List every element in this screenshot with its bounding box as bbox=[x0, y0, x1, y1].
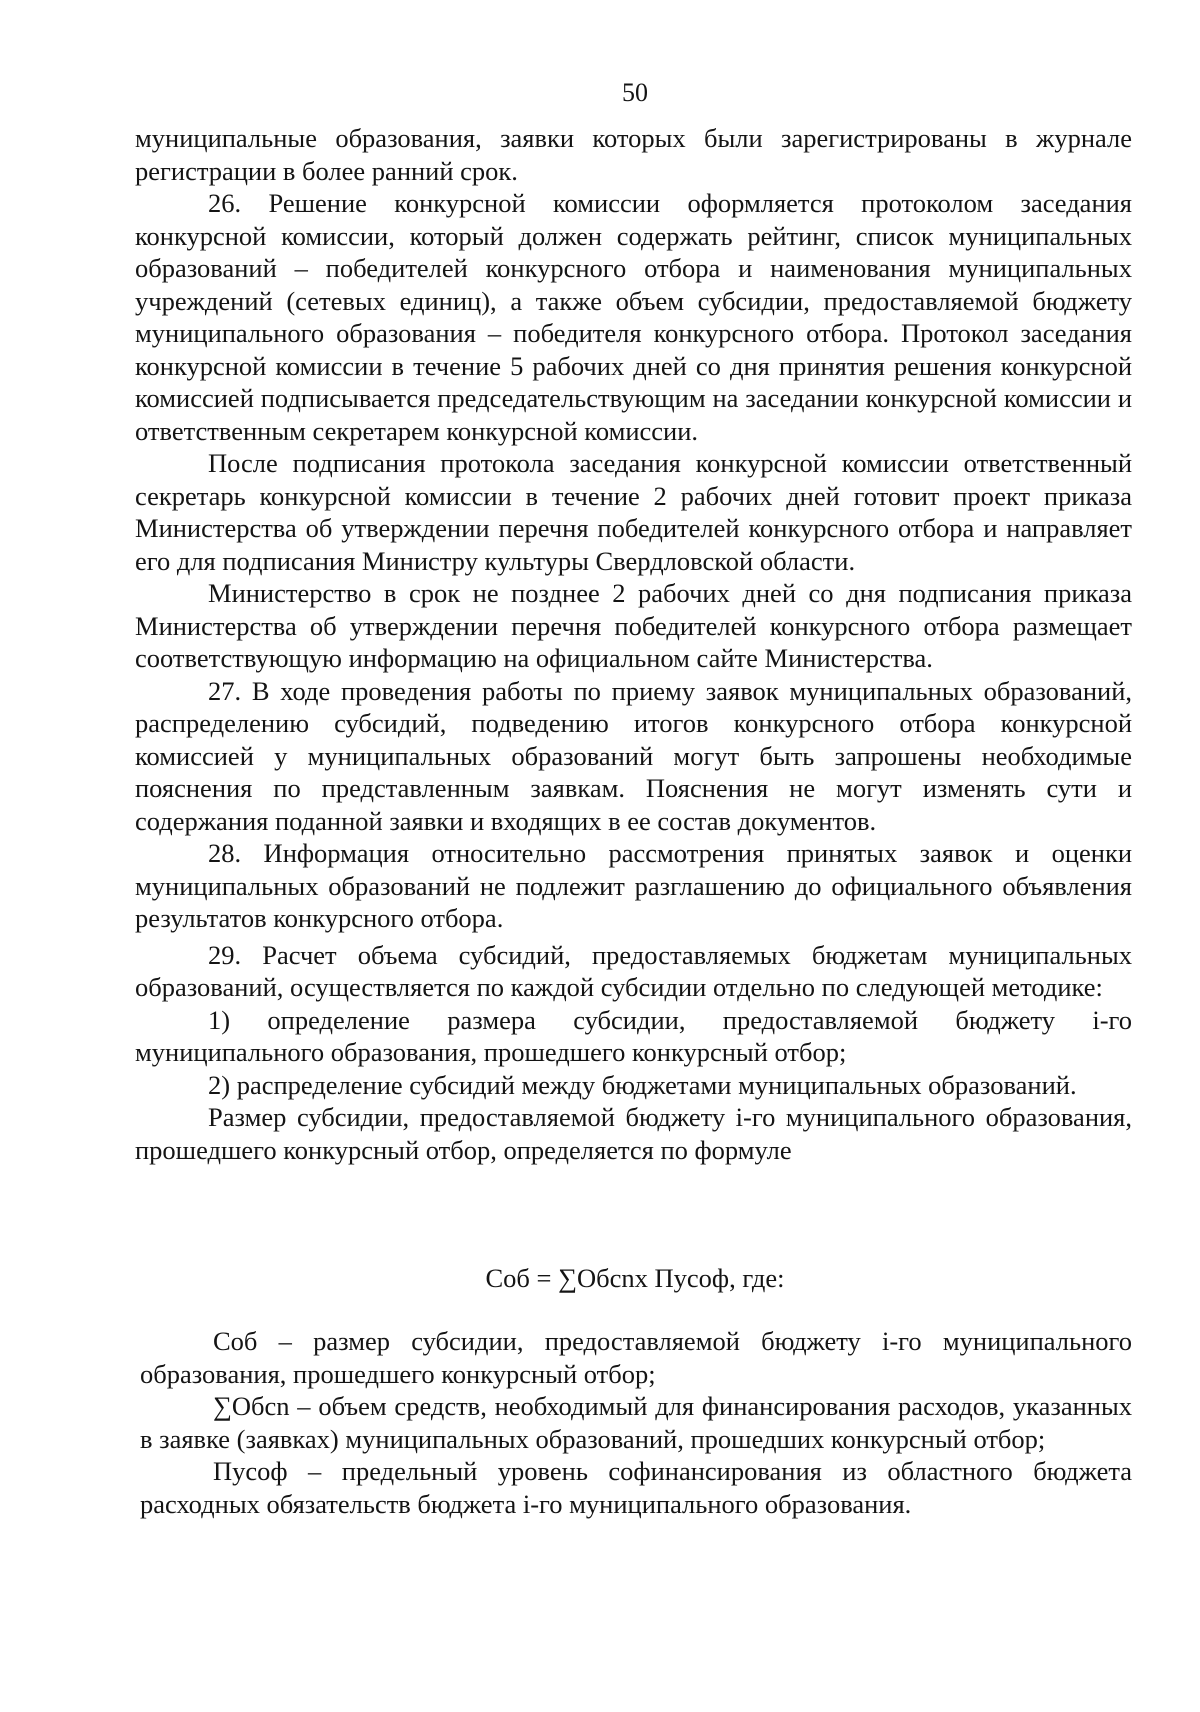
formula-definitions bbox=[140, 1325, 1132, 1520]
paragraph-item-28: 28. Информация относительно рассмотрения принятых заявок и оценки муниципальных образований не подлежит разглашению до официального объявления результатов конкурсного отбора. bbox=[135, 838, 1132, 933]
definition-pusof: Пусоф – предельный уровень софинансирования из областного бюджета расходных обязательств бюджета i-го муниципального образования. bbox=[140, 1456, 1132, 1519]
calculation-section bbox=[135, 939, 1132, 1167]
formula: Соб = ∑Обсnх Пусоф, где: bbox=[485, 1263, 785, 1293]
paragraph-continuation: муниципальные образования, заявки которых были зарегистрированы в журнале регистрации в более ранний срок. bbox=[135, 123, 1132, 186]
paragraph-ministry-publication: Министерство в срок не позднее 2 рабочих дней со дня подписания приказа Министерства об утверждении перечня победителей конкурсного отбора размещает соответствующую информацию на официальном сайте Министерства. bbox=[135, 578, 1132, 673]
paragraph-item-26: 26. Решение конкурсной комиссии оформляется протоколом заседания конкурсной комиссии, который должен содержать рейтинг, список муниципальных образований – победителей конкурсного отбора и наименования муниципальных учреждений (сетевых единиц), а также объем субсидии, предоставляемой бюджету муниципального образования – победителя конкурсного отбора. Протокол заседания конкурсной комиссии в течение 5 рабочих дней со дня принятия решения конкурсной комиссией подписывается председательствующим на заседании конкурсной комиссии и ответственным секретарем конкурсной комиссии. bbox=[135, 188, 1132, 446]
document-body bbox=[135, 122, 1132, 1166]
paragraph-item-29: 29. Расчет объема субсидий, предоставляемых бюджетам муниципальных образований, осуществляется по каждой субсидии отдельно по следующей методике: bbox=[135, 939, 1132, 1002]
paragraph-protocol-signing: После подписания протокола заседания конкурсной комиссии ответственный секретарь конкурсной комиссии в течение 2 рабочих дней готовит проект приказа Министерства об утверждении перечня победителей конкурсного отбора и направляет его для подписания Министру культуры Свердловской области. bbox=[135, 448, 1132, 576]
definition-sob: Соб – размер субсидии, предоставляемой бюджету i-го муниципального образования, прошедшего конкурсный отбор; bbox=[140, 1326, 1132, 1389]
paragraph-item-27: 27. В ходе проведения работы по приему заявок муниципальных образований, распределению субсидий, подведению итогов конкурсного отбора конкурсной комиссией у муниципальных образований могут быть запрошены необходимые пояснения по представленным заявкам. Пояснения не могут изменять сути и содержания поданной заявки и входящих в ее состав документов. bbox=[135, 675, 1132, 836]
formula-intro: Размер субсидии, предоставляемой бюджету i-го муниципального образования, прошедшего конкурсный отбор, определяется по формуле bbox=[135, 1102, 1132, 1165]
definition-sum-obs: ∑Обсn – объем средств, необходимый для финансирования расходов, указанных в заявке (заявках) муниципальных образований, прошедших конкурсный отбор; bbox=[140, 1391, 1132, 1454]
method-step-1: 1) определение размера субсидии, предоставляемой бюджету i-го муниципального образования, прошедшего конкурсный отбор; bbox=[135, 1004, 1132, 1067]
method-step-2: 2) распределение субсидий между бюджетами муниципальных образований. bbox=[208, 1069, 1077, 1100]
page-number: 50 bbox=[622, 78, 648, 107]
